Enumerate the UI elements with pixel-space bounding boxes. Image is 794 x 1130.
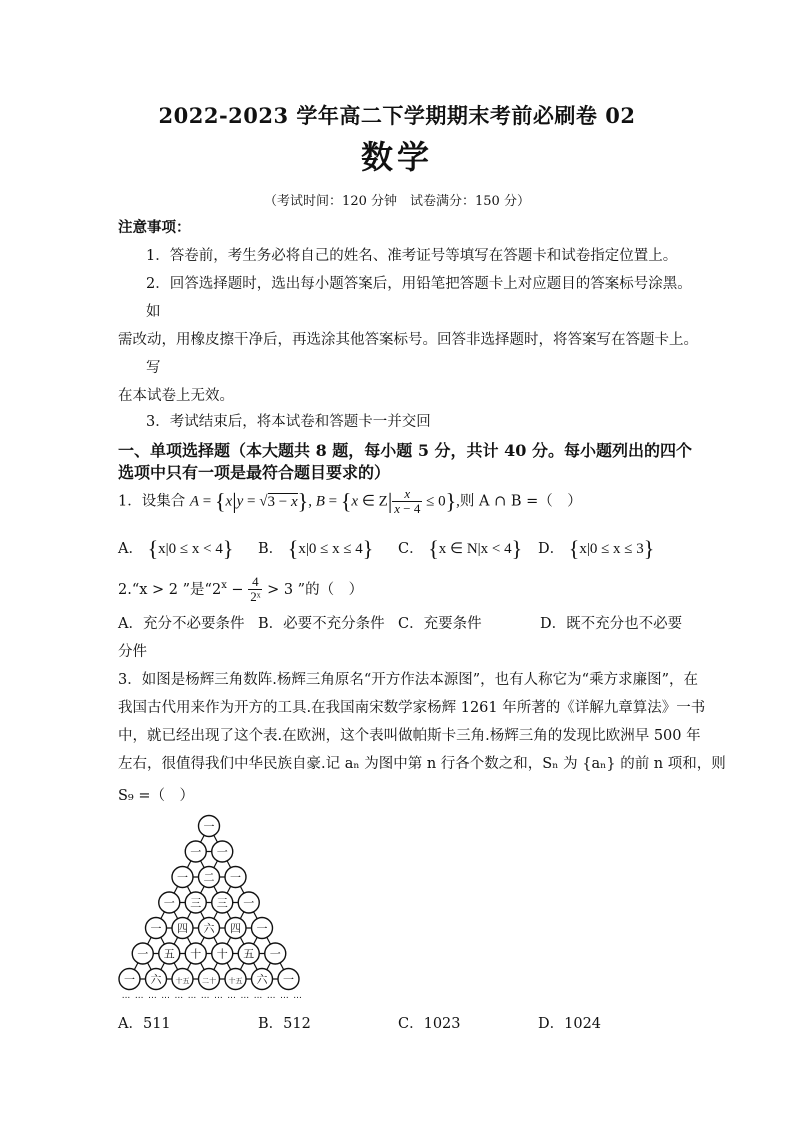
triangle-continuation-dots: ···: [148, 993, 157, 1004]
triangle-node: [159, 943, 180, 964]
question-2: 2.“x > 2 ”是“$2^x$ − $\frac{4}{\text{2ˣ}}$ > 3 ”的（ ）: [118, 574, 364, 605]
triangle-node-label: 五: [163, 947, 175, 961]
triangle-node: [212, 943, 233, 964]
triangle-node: [199, 969, 220, 990]
triangle-node-label: 一: [283, 973, 294, 986]
triangle-node-label: 三: [190, 896, 202, 910]
question-1: 1．设集合 A = {x|y = √3 − x}, B = {x ∈ Z| $\frac{x}{x - 4}$ ≤ 0},则 A ∩ B =（ ）: [118, 486, 582, 516]
triangle-node: [212, 892, 233, 913]
triangle-node: [199, 867, 220, 888]
triangle-continuation-dots: ···: [134, 993, 144, 1004]
triangle-continuation-dots: ···: [280, 993, 289, 1004]
triangle-node-label: 一: [163, 896, 175, 910]
triangle-node: [199, 918, 220, 939]
triangle-node: [212, 841, 233, 862]
q1-option-b: B． {x|0 ≤ x ≤ 4}: [258, 536, 374, 561]
triangle-node-label: 四: [230, 922, 241, 935]
triangle-node-label: 三: [216, 896, 228, 910]
triangle-node-label: 四: [177, 922, 188, 935]
triangle-node-label: 五: [243, 947, 255, 961]
triangle-node: [265, 943, 286, 964]
triangle-node: [225, 918, 246, 939]
triangle-node-label: 十五: [228, 977, 243, 985]
q1-option-c: C． {x ∈ N|x < 4}: [398, 536, 523, 561]
note-2-line-4: 写: [146, 360, 161, 376]
q3-line-3: 中，就已经出现了这个表.在欧洲，这个表叫做帕斯卡三角.杨辉三角的发现比欧洲早 500 年: [118, 728, 701, 744]
triangle-continuation-dots: ···: [187, 993, 197, 1004]
page-title: 2022-2023 学年高二下学期期末考前必刷卷 02: [158, 103, 636, 128]
triangle-node-label: 一: [150, 922, 162, 935]
section-heading-line-1: 一、单项选择题（本大题共 8 题，每小题 5 分，共计 40 分。每小题列出的四个: [118, 441, 692, 460]
triangle-node-label: 一: [216, 845, 228, 859]
q3-option-b: B．512: [258, 1016, 311, 1032]
note-2-line-1: 2．回答选择题时，选出每小题答案后，用铅笔把答题卡上对应题目的答案标号涂黑。: [146, 276, 692, 292]
triangle-node: [252, 969, 273, 990]
triangle-continuation-dots: ···: [214, 993, 223, 1004]
q1-option-a: A． {x|0 ≤ x < 4}: [118, 536, 234, 561]
triangle-node-label: 一: [203, 820, 215, 833]
triangle-node-label: 一: [177, 871, 188, 884]
note-2-line-5: 在本试卷上无效。: [118, 388, 234, 404]
triangle-continuation-dots: ···: [121, 993, 131, 1004]
triangle-node: [185, 943, 206, 964]
triangle-node: [172, 969, 193, 990]
triangle-node-label: 一: [243, 896, 255, 910]
triangle-node: [159, 892, 180, 913]
q3-line-2: 我国古代用来作为开方的工具.在我国南宋数学家杨辉 1261 年所著的《详解九章算法》一书: [118, 700, 706, 716]
q3-option-a: A．511: [118, 1016, 171, 1032]
triangle-continuation-dots: ···: [253, 993, 263, 1004]
triangle-node-label: 十: [216, 947, 228, 961]
triangle-continuation-dots: ···: [200, 993, 210, 1004]
triangle-node: [199, 816, 220, 837]
triangle-node-label: 六: [150, 973, 162, 986]
triangle-node-label: 一: [137, 947, 149, 961]
triangle-node: [132, 943, 153, 964]
note-2-line-2: 如: [146, 304, 161, 320]
q1-number: 1．设集合: [118, 493, 186, 510]
note-1: 1．答卷前，考生务必将自己的姓名、准考证号等填写在答题卡和试卷指定位置上。: [146, 248, 678, 264]
triangle-node: [238, 943, 259, 964]
yanghui-triangle-figure: [112, 812, 312, 1008]
triangle-node: [225, 867, 246, 888]
triangle-node-label: 一: [190, 845, 202, 859]
triangle-node: [172, 918, 193, 939]
q2-option-d-cont: 分件: [118, 644, 147, 660]
triangle-node: [172, 867, 193, 888]
triangle-node-label: 十五: [175, 977, 190, 985]
section-heading-line-2: 选项中只有一项是最符合题目要求的）: [118, 463, 391, 482]
triangle-continuation-dots: ···: [266, 993, 276, 1004]
q3-line-4: 左右，很值得我们中华民族自豪.记 aₙ 为图中第 n 行各个数之和，Sₙ 为 {aₙ} 的前 n 项和，则: [118, 756, 726, 772]
q3-line-5: S₉ =（ ）: [118, 788, 195, 804]
triangle-node-label: 一: [124, 973, 135, 986]
notes-heading: 注意事项：: [118, 219, 191, 236]
exam-meta: （考试时间：120 分钟 试卷满分：150 分）: [264, 194, 530, 209]
triangle-continuation-dots: ···: [174, 993, 184, 1004]
triangle-node-label: 二十: [202, 977, 216, 985]
q2-option-b: B．必要不充分条件: [258, 616, 385, 632]
q3-option-d: D．1024: [538, 1016, 602, 1032]
q3-option-c: C．1023: [398, 1016, 461, 1032]
q3-line-1: 3．如图是杨辉三角数阵.杨辉三角原名“开方作法本源图”，也有人称它为“乘方求廉图”，在: [118, 672, 698, 688]
triangle-continuation-dots: ···: [240, 993, 250, 1004]
triangle-node: [252, 918, 273, 939]
triangle-node: [225, 969, 246, 990]
triangle-continuation-dots: ···: [227, 993, 236, 1004]
triangle-continuation-dots: ···: [161, 993, 170, 1004]
triangle-node: [146, 969, 167, 990]
triangle-node: [185, 841, 206, 862]
q2-option-c: C．充要条件: [398, 616, 482, 632]
triangle-node-label: 六: [256, 973, 268, 986]
triangle-node-label: 一: [269, 947, 281, 961]
note-2-line-3: 需改动，用橡皮擦干净后，再选涂其他答案标号。回答非选择题时，将答案写在答题卡上。: [118, 332, 698, 348]
triangle-node: [278, 969, 299, 990]
q1-set-b: B: [315, 493, 325, 510]
q2-option-d: D．既不充分也不必要: [540, 616, 683, 632]
triangle-node: [238, 892, 259, 913]
q1-set-a: A: [189, 493, 200, 510]
subject-title: 数学: [360, 138, 433, 176]
triangle-node: [119, 969, 140, 990]
triangle-continuation-dots: ···: [293, 993, 302, 1004]
triangle-node-label: 十: [190, 947, 202, 961]
triangle-node-label: 二: [203, 871, 215, 884]
triangle-node: [146, 918, 167, 939]
q2-option-a: A．充分不必要条件: [118, 616, 245, 632]
q1-option-d: D． {x|0 ≤ x ≤ 3}: [538, 536, 655, 561]
triangle-node-label: 六: [203, 922, 215, 935]
triangle-node-label: 一: [256, 922, 268, 935]
note-3: 3．考试结束后，将本试卷和答题卡一并交回: [146, 414, 431, 430]
triangle-node: [185, 892, 206, 913]
triangle-node-label: 一: [230, 871, 241, 884]
q1-ask: 则 A ∩ B =（ ）: [459, 493, 582, 510]
